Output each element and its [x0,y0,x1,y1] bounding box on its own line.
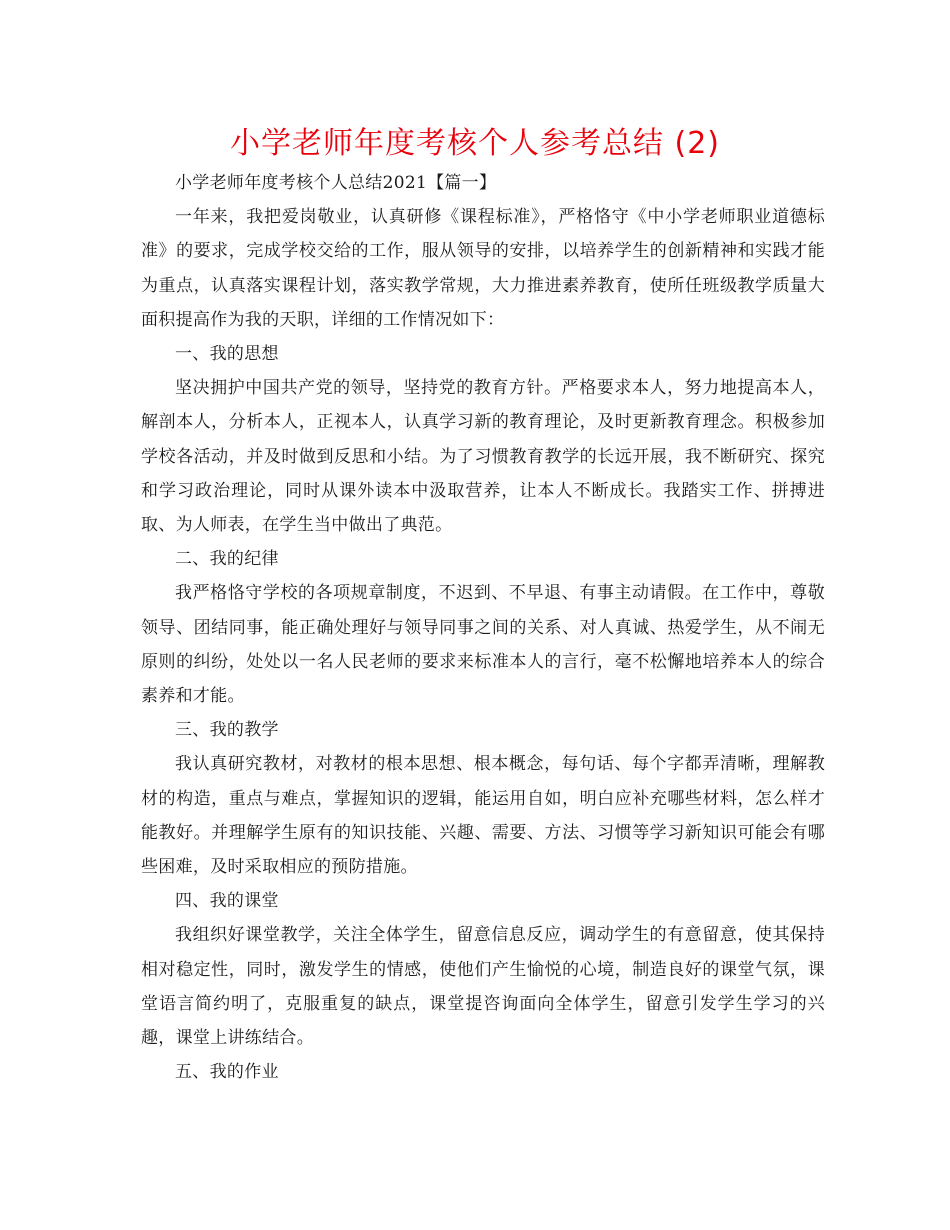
subtitle-paragraph: 小学老师年度考核个人总结2021【篇一】 [175,173,497,193]
section-heading-teaching: 三、我的教学 [175,720,279,741]
discipline-paragraph: 我严格恪守学校的各项规章制度，不迟到、不早退、有事主动请假。在工作中，尊敬领导、团结同事，能正确处理好与领导同事之间的关系、对人真诚、热爱学生，从不闹无原则的纠纷，处处以一名人民老师的要求来标准本人的言行，毫不松懈地培养本人的综合素养和才能。 [141,583,825,707]
document-body [141,166,825,1089]
section-heading-discipline: 二、我的纪律 [175,549,279,570]
section-heading-classroom: 四、我的课堂 [175,891,279,912]
teaching-paragraph: 我认真研究教材，对教材的根本思想、根本概念，每句话、每个字都弄清晰，理解教材的构造，重点与难点，掌握知识的逻辑，能运用自如，明白应补充哪些材料，怎么样才能教好。并理解学生原有的知识技能、兴趣、需要、方法、习惯等学习新知识可能会有哪些困难，及时采取相应的预防措施。 [141,754,825,878]
section-heading-thought: 一、我的思想 [175,344,279,365]
document-title: 小学老师年度考核个人参考总结 (2) [229,126,721,161]
section-heading-homework: 五、我的作业 [175,1062,279,1083]
thought-paragraph: 坚决拥护中国共产党的领导，坚持党的教育方针。严格要求本人，努力地提高本人，解剖本人，分析本人，正视本人，认真学习新的教育理论，及时更新教育理念。积极参加学校各活动，并及时做到反思和小结。为了习惯教育教学的长远开展，我不断研究、探究和学习政治理论，同时从课外读本中汲取营养，让本人不断成长。我踏实工作、拼搏进取、为人师表，在学生当中做出了典范。 [141,378,825,536]
classroom-paragraph: 我组织好课堂教学，关注全体学生，留意信息反应，调动学生的有意留意，使其保持相对稳定性，同时，激发学生的情感，使他们产生愉悦的心境，制造良好的课堂气氛，课堂语言简约明了，克服重复的缺点，课堂提咨询面向全体学生，留意引发学生学习的兴趣，课堂上讲练结合。 [141,925,825,1049]
intro-paragraph: 一年来，我把爱岗敬业，认真研修《课程标准》，严格恪守《中小学老师职业道德标准》的要求，完成学校交给的工作，服从领导的安排，以培养学生的创新精神和实践才能为重点，认真落实课程计划，落实教学常规，大力推进素养教育，使所任班级教学质量大面积提高作为我的天职，详细的工作情况如下： [141,207,825,330]
